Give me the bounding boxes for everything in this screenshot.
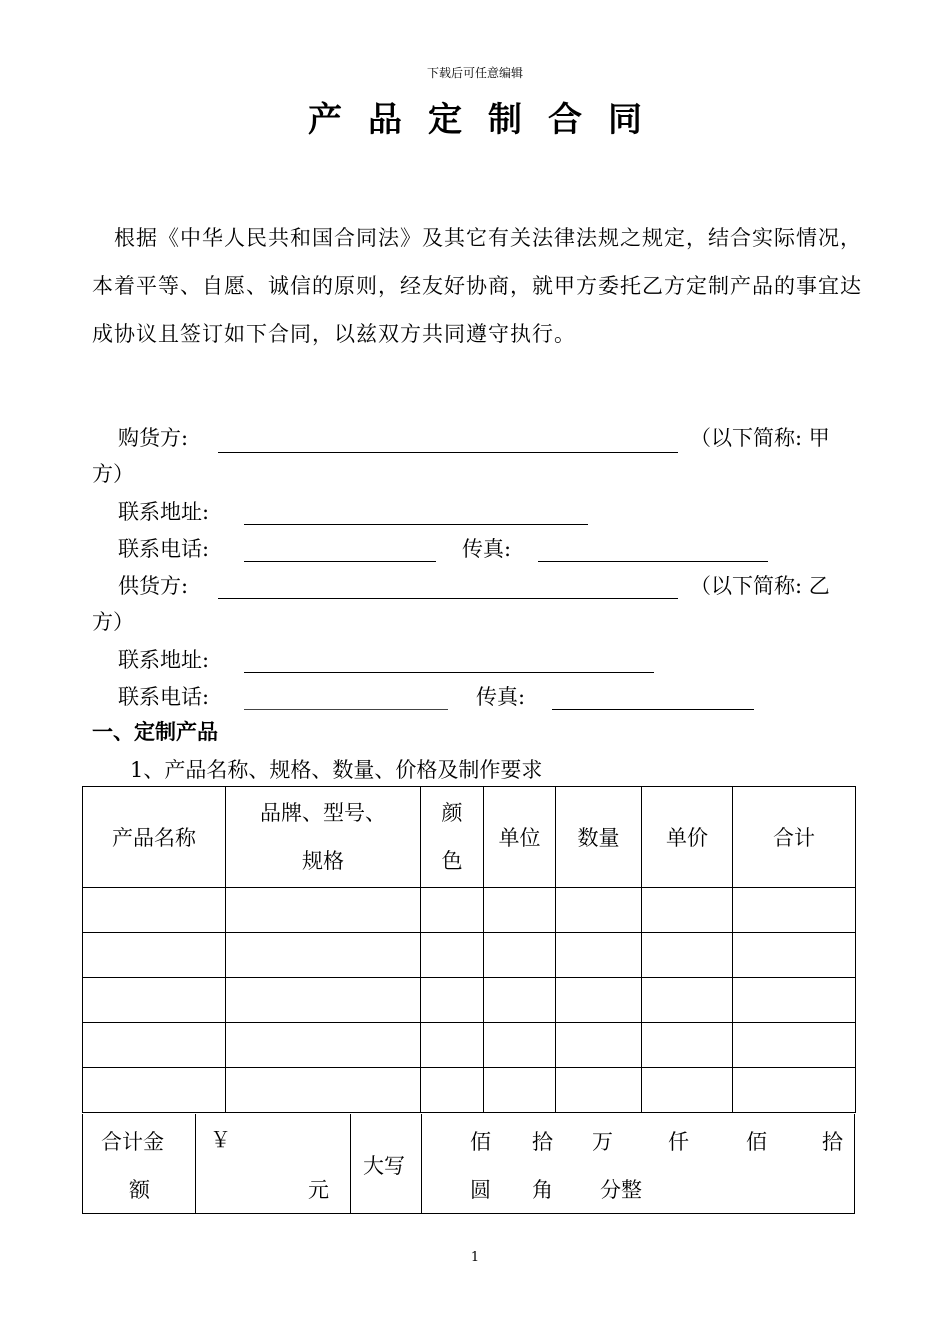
unit-shi-2: 拾 [822, 1130, 843, 1154]
unit-yuan: 圆 [470, 1178, 491, 1202]
buyer-note-cont: 方） [92, 462, 134, 486]
table-header-row [83, 787, 856, 888]
col-total: 合计 [733, 787, 856, 888]
buyer-phone-field[interactable] [244, 543, 436, 562]
supplier-phone-field[interactable] [244, 691, 448, 710]
table-row [83, 1023, 856, 1068]
unit-qian: 仟 [668, 1130, 689, 1154]
col-color: 颜 色 [421, 787, 484, 888]
total-amount-label-cont: 额 [129, 1178, 150, 1202]
supplier-fax-field[interactable] [552, 691, 754, 710]
total-amount-figure-cell[interactable] [196, 1114, 351, 1214]
buyer-fax-label: 传真: [462, 537, 512, 561]
supplier-note-cont: 方） [92, 610, 134, 634]
page-number: 1 [470, 1250, 480, 1265]
uppercase-label: 大写 [363, 1154, 405, 1178]
unit-bai: 佰 [470, 1130, 491, 1154]
supplier-label: 供货方: [118, 574, 189, 598]
buyer-label: 购货方: [118, 426, 189, 450]
contract-title: 产品定制合同 [308, 100, 668, 140]
supplier-phone-label: 联系电话: [118, 685, 210, 709]
yuan-label: 元 [308, 1178, 329, 1202]
buyer-address-field[interactable] [244, 506, 588, 525]
unit-jiao: 角 [532, 1178, 553, 1202]
supplier-address-label: 联系地址: [118, 648, 210, 672]
buyer-name-field[interactable] [218, 434, 678, 453]
totals-row [82, 1114, 855, 1214]
unit-shi: 拾 [532, 1130, 553, 1154]
col-product-name: 产品名称 [83, 787, 226, 888]
col-unit: 单位 [484, 787, 556, 888]
total-amount-label: 合计金 [101, 1130, 164, 1154]
header-note: 下载后可任意编辑 [426, 66, 523, 80]
table-row [83, 1068, 856, 1113]
unit-bai-2: 佰 [746, 1130, 767, 1154]
product-table [82, 786, 856, 1113]
col-unit-price: 单价 [642, 787, 733, 888]
table-row [83, 933, 856, 978]
intro-paragraph: 根据《中华人民共和国合同法》及其它有关法律法规之规定，结合实际情况，本着平等、自愿、诚信的原则，经友好协商，就甲方委托乙方定制产品的事宜达成协议且签订如下合同，以兹双方共同遵守执行。 [92, 226, 862, 346]
buyer-note: （以下简称: 甲 [690, 426, 830, 450]
col-quantity: 数量 [556, 787, 642, 888]
section-subheading: 1、产品名称、规格、数量、价格及制作要求 [130, 758, 543, 782]
supplier-address-field[interactable] [244, 654, 654, 673]
unit-fen: 分整 [600, 1178, 642, 1202]
total-amount-label-cell [83, 1114, 196, 1214]
supplier-name-field[interactable] [218, 580, 678, 599]
buyer-phone-label: 联系电话: [118, 537, 210, 561]
supplier-fax-label: 传真: [476, 685, 526, 709]
col-brand-model: 品牌、型号、 规格 [226, 787, 421, 888]
uppercase-label-cell [351, 1114, 422, 1214]
buyer-address-label: 联系地址: [118, 500, 210, 524]
unit-wan: 万 [592, 1130, 613, 1154]
yen-symbol: ￥ [210, 1128, 231, 1152]
supplier-note: （以下简称: 乙 [690, 574, 830, 598]
buyer-fax-field[interactable] [538, 543, 768, 562]
uppercase-amount-cell[interactable] [422, 1114, 854, 1214]
table-row [83, 978, 856, 1023]
section-heading: 一、定制产品 [92, 719, 218, 744]
table-row [83, 888, 856, 933]
